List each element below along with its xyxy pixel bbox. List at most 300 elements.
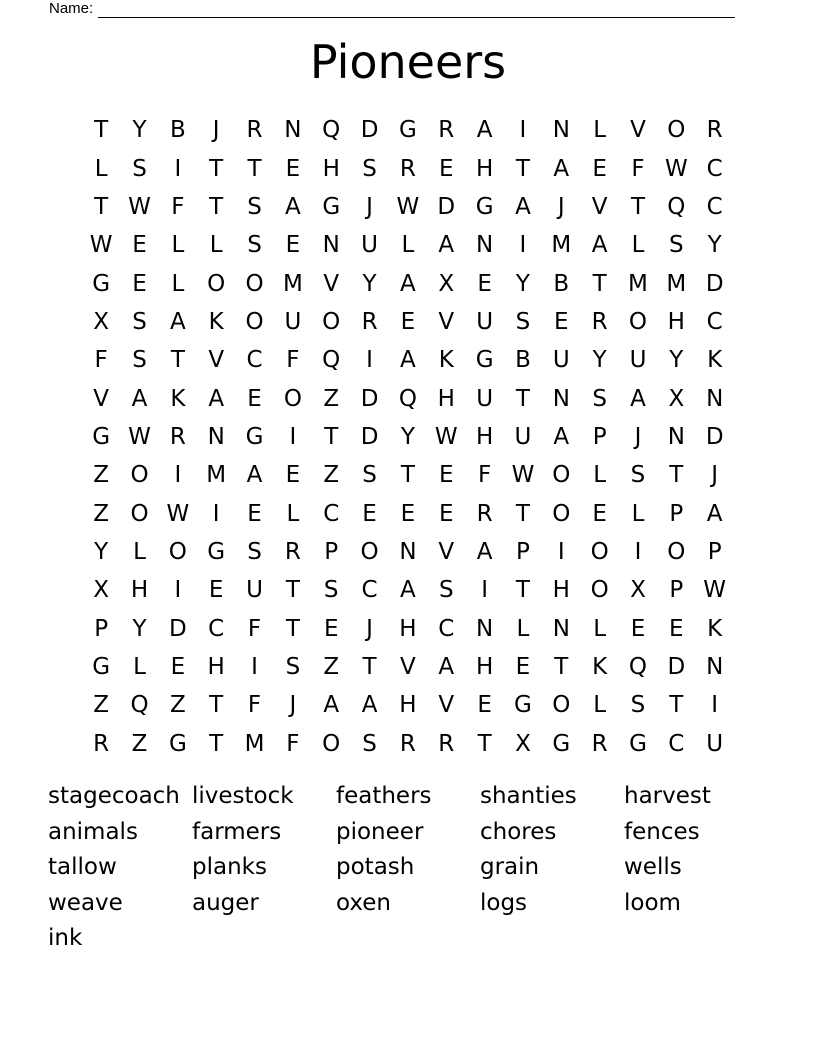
grid-cell: Q	[628, 653, 648, 680]
grid-cell: C	[706, 155, 723, 182]
grid-cell: W	[89, 232, 113, 259]
grid-cell: I	[174, 577, 182, 604]
grid-cell: T	[94, 193, 109, 220]
grid-cell: O	[628, 308, 648, 335]
word-list-item: stagecoach	[48, 783, 180, 809]
grid-cell: N	[552, 615, 570, 642]
grid-cell: S	[362, 730, 377, 757]
grid-cell: R	[284, 538, 301, 565]
word-list-item: livestock	[192, 783, 294, 809]
grid-cell: Z	[93, 462, 110, 489]
grid-cell: L	[516, 615, 530, 642]
grid-cell: W	[434, 423, 458, 450]
grid-cell: O	[667, 117, 686, 144]
grid-cell: K	[438, 347, 454, 374]
grid-cell: K	[707, 615, 723, 642]
grid-cell: A	[553, 155, 570, 182]
grid-cell: S	[247, 538, 262, 565]
grid-cell: T	[592, 270, 607, 297]
grid-cell: L	[593, 692, 607, 719]
grid-cell: S	[247, 232, 262, 259]
grid-cell: Q	[398, 385, 417, 412]
grid-cell: R	[93, 730, 110, 757]
grid-cell: D	[705, 270, 724, 297]
grid-cell: O	[552, 462, 571, 489]
grid-cell: T	[247, 155, 262, 182]
grid-cell: O	[322, 730, 341, 757]
grid-cell: V	[591, 193, 608, 220]
grid-cell: X	[668, 385, 685, 412]
grid-cell: A	[169, 308, 186, 335]
grid-cell: Z	[93, 500, 110, 527]
grid-cell: Z	[169, 692, 186, 719]
grid-cell: E	[362, 500, 377, 527]
grid-cell: X	[630, 577, 646, 604]
grid-cell: T	[515, 500, 530, 527]
grid-cell: L	[631, 232, 645, 259]
grid-cell: L	[133, 538, 146, 565]
grid-cell: A	[400, 577, 416, 604]
grid-cell: D	[360, 423, 379, 450]
grid-cell: C	[208, 615, 225, 642]
grid-cell: Q	[322, 117, 341, 144]
grid-cell: E	[132, 270, 147, 297]
grid-cell: A	[591, 232, 608, 259]
grid-cell: S	[323, 577, 339, 604]
grid-cell: W	[128, 423, 151, 450]
word-list-item: pioneer	[336, 818, 424, 845]
grid-cell: I	[251, 653, 258, 680]
name-label: Name:	[49, 0, 94, 17]
grid-cell: D	[169, 615, 187, 642]
grid-cell: W	[396, 193, 420, 220]
grid-cell: I	[634, 538, 642, 565]
grid-cell: U	[246, 577, 263, 604]
grid-cell: S	[669, 232, 684, 259]
grid-cell: F	[171, 193, 185, 220]
grid-cell: W	[128, 193, 151, 220]
grid-cell: U	[476, 385, 494, 412]
grid-cell: T	[515, 385, 530, 412]
grid-cell: Y	[515, 270, 530, 297]
grid-cell: H	[667, 308, 685, 335]
grid-cell: S	[132, 308, 147, 335]
grid-cell: X	[515, 730, 531, 757]
grid-cell: W	[166, 500, 190, 527]
word-list-item: shanties	[480, 783, 577, 809]
grid-cell: H	[322, 155, 340, 182]
grid-cell: E	[208, 577, 224, 604]
grid-cell: H	[437, 385, 455, 412]
grid-cell: V	[438, 308, 455, 335]
grid-cell: E	[400, 500, 416, 527]
grid-cell: U	[284, 308, 302, 335]
grid-cell: B	[553, 270, 570, 297]
grid-cell: J	[212, 117, 220, 144]
grid-cell: O	[207, 270, 226, 297]
grid-cell: C	[668, 730, 685, 757]
grid-cell: T	[209, 730, 224, 757]
grid-cell: H	[399, 615, 417, 642]
grid-cell: V	[208, 347, 225, 374]
word-list-item: chores	[480, 818, 557, 845]
grid-cell: A	[476, 117, 493, 144]
grid-cell: M	[282, 270, 303, 297]
grid-cell: Y	[132, 117, 147, 144]
grid-cell: A	[438, 653, 455, 680]
grid-cell: G	[629, 730, 647, 757]
grid-cell: G	[475, 193, 494, 220]
grid-cell: D	[667, 653, 686, 680]
grid-cell: P	[592, 423, 607, 450]
word-list	[48, 779, 768, 957]
grid-cell: M	[206, 462, 227, 489]
grid-cell: E	[554, 308, 569, 335]
grid-cell: V	[438, 692, 455, 719]
grid-cell: O	[590, 538, 609, 565]
grid-cell: P	[324, 538, 339, 565]
grid-cell: D	[437, 193, 456, 220]
grid-cell: L	[401, 232, 415, 259]
grid-cell: C	[246, 347, 263, 374]
grid-cell: N	[552, 117, 570, 144]
grid-cell: H	[475, 653, 494, 680]
grid-cell: A	[438, 232, 455, 259]
grid-cell: P	[516, 538, 530, 565]
grid-cell: B	[515, 347, 531, 374]
grid-cell: X	[93, 308, 110, 335]
grid-cell: R	[246, 117, 263, 144]
grid-cell: O	[245, 270, 264, 297]
grid-cell: Y	[400, 423, 415, 450]
grid-cell: Q	[322, 347, 341, 374]
grid-cell: G	[168, 730, 187, 757]
grid-cell: N	[322, 232, 340, 259]
grid-cell: S	[630, 462, 646, 489]
grid-cell: T	[324, 423, 339, 450]
grid-cell: E	[285, 462, 301, 489]
word-list-item: logs	[480, 889, 528, 916]
grid-cell: E	[438, 462, 454, 489]
grid-cell: Y	[592, 347, 607, 374]
grid-cell: E	[170, 653, 186, 680]
grid-cell: N	[476, 232, 494, 259]
grid-cell: K	[170, 385, 186, 412]
grid-cell: E	[132, 232, 147, 259]
grid-cell: J	[289, 692, 297, 719]
grid-cell: K	[592, 653, 608, 680]
grid-cell: T	[209, 193, 224, 220]
grid-cell: Y	[707, 232, 722, 259]
grid-cell: E	[323, 615, 339, 642]
grid-cell: I	[481, 577, 488, 604]
grid-cell: F	[247, 692, 262, 719]
grid-cell: K	[707, 347, 723, 374]
grid-cell: Y	[362, 270, 377, 297]
grid-cell: N	[284, 117, 302, 144]
grid-cell: A	[361, 692, 378, 719]
grid-cell: H	[475, 155, 494, 182]
grid-cell: H	[552, 577, 570, 604]
grid-cell: N	[706, 385, 724, 412]
grid-cell: C	[706, 308, 723, 335]
grid-cell: W	[664, 155, 688, 182]
grid-cell: R	[476, 500, 493, 527]
word-list-item: wells	[624, 854, 682, 880]
grid-cell: R	[438, 117, 455, 144]
grid-cell: P	[94, 615, 109, 642]
grid-cell: Z	[323, 462, 340, 489]
grid-cell: X	[93, 577, 110, 604]
word-list-item: oxen	[336, 889, 391, 916]
grid-cell: R	[169, 423, 186, 450]
grid-cell: L	[94, 155, 108, 182]
grid-cell: L	[171, 232, 185, 259]
grid-cell: C	[323, 500, 340, 527]
grid-cell: U	[361, 232, 378, 259]
word-list-item: loom	[624, 889, 681, 916]
grid-cell: H	[475, 423, 494, 450]
grid-cell: W	[703, 577, 727, 604]
grid-cell: U	[514, 423, 532, 450]
grid-cell: F	[631, 155, 645, 182]
grid-cell: T	[630, 193, 646, 220]
grid-cell: L	[593, 615, 607, 642]
grid-cell: A	[515, 193, 531, 220]
grid-cell: P	[669, 577, 684, 604]
grid-cell: C	[438, 615, 455, 642]
grid-cell: E	[247, 500, 262, 527]
grid-cell: J	[634, 423, 642, 450]
grid-cell: A	[400, 347, 416, 374]
grid-cell: T	[400, 462, 415, 489]
grid-cell: E	[247, 385, 262, 412]
grid-cell: F	[247, 615, 262, 642]
grid-cell: S	[438, 577, 454, 604]
puzzle-title: Pioneers	[309, 35, 507, 89]
grid-cell: A	[706, 500, 723, 527]
grid-cell: I	[212, 500, 220, 527]
grid-cell: N	[399, 538, 417, 565]
grid-cell: S	[132, 155, 147, 182]
grid-cell: U	[706, 730, 724, 757]
grid-cell: S	[132, 347, 147, 374]
grid-cell: Q	[667, 193, 686, 220]
grid-cell: T	[554, 653, 569, 680]
grid-cell: I	[174, 462, 182, 489]
grid-cell: Z	[323, 653, 340, 680]
grid-cell: L	[133, 653, 146, 680]
grid-cell: A	[323, 692, 340, 719]
grid-cell: O	[245, 308, 264, 335]
grid-cell: S	[247, 193, 262, 220]
grid-cell: G	[92, 270, 111, 297]
grid-cell: F	[477, 462, 492, 489]
grid-cell: S	[515, 308, 531, 335]
grid-cell: R	[361, 308, 378, 335]
grid-cell: L	[631, 500, 645, 527]
grid-cell: P	[669, 500, 684, 527]
grid-cell: G	[514, 692, 532, 719]
grid-cell: F	[286, 347, 300, 374]
grid-cell: G	[245, 423, 264, 450]
word-list-item: feathers	[336, 783, 432, 809]
grid-cell: U	[476, 308, 494, 335]
grid-cell: O	[168, 538, 187, 565]
grid-cell: M	[244, 730, 265, 757]
grid-cell: O	[130, 462, 149, 489]
grid-cell: T	[362, 653, 377, 680]
grid-cell: B	[169, 117, 186, 144]
grid-cell: G	[207, 538, 226, 565]
name-blank-line	[98, 2, 735, 18]
grid-cell: E	[592, 155, 607, 182]
grid-cell: T	[285, 577, 300, 604]
grid-cell: V	[323, 270, 340, 297]
grid-cell: O	[590, 577, 609, 604]
grid-cell: Z	[323, 385, 340, 412]
grid-cell: C	[706, 193, 723, 220]
grid-cell: E	[477, 692, 492, 719]
grid-cell: N	[552, 385, 570, 412]
grid-cell: A	[208, 385, 225, 412]
grid-cell: O	[322, 308, 341, 335]
grid-cell: O	[667, 538, 686, 565]
grid-cell: E	[592, 500, 607, 527]
grid-cell: M	[628, 270, 648, 297]
grid-cell: V	[438, 538, 455, 565]
grid-cell: C	[361, 577, 378, 604]
grid-cell: A	[476, 538, 493, 565]
grid-cell: H	[130, 577, 149, 604]
grid-cell: T	[477, 730, 492, 757]
name-field	[49, 0, 735, 18]
grid-cell: I	[711, 692, 719, 719]
grid-cell: S	[362, 462, 377, 489]
grid-cell: L	[593, 117, 607, 144]
grid-cell: E	[477, 270, 492, 297]
grid-cell: G	[92, 653, 111, 680]
grid-cell: M	[551, 232, 572, 259]
grid-cell: D	[705, 423, 724, 450]
word-list-item: fences	[624, 818, 700, 845]
grid-cell: E	[515, 653, 531, 680]
grid-cell: E	[285, 232, 301, 259]
grid-cell: W	[511, 462, 535, 489]
grid-cell: J	[711, 462, 719, 489]
grid-cell: I	[519, 232, 527, 259]
word-list-item: animals	[48, 818, 138, 845]
grid-cell: Q	[130, 692, 149, 719]
grid-cell: T	[515, 577, 530, 604]
grid-cell: Z	[131, 730, 148, 757]
grid-cell: A	[246, 462, 263, 489]
grid-cell: L	[286, 500, 300, 527]
grid-cell: I	[174, 155, 182, 182]
grid-cell: N	[706, 653, 724, 680]
grid-cell: E	[630, 615, 646, 642]
grid-cell: G	[552, 730, 571, 757]
grid-cell: N	[207, 423, 225, 450]
grid-cell: O	[552, 692, 571, 719]
word-list-item: farmers	[192, 818, 282, 845]
grid-cell: O	[552, 500, 571, 527]
grid-cell: T	[515, 155, 530, 182]
grid-cell: O	[360, 538, 379, 565]
grid-cell: V	[630, 117, 646, 144]
grid-cell: V	[400, 653, 416, 680]
grid-cell: F	[286, 730, 300, 757]
grid-cell: I	[519, 117, 527, 144]
grid-cell: R	[591, 308, 608, 335]
grid-cell: A	[630, 385, 646, 412]
grid-cell: H	[207, 653, 225, 680]
grid-cell: G	[322, 193, 341, 220]
grid-cell: O	[283, 385, 302, 412]
grid-cell: Y	[669, 347, 684, 374]
grid-cell: E	[400, 308, 416, 335]
grid-cell: R	[591, 730, 608, 757]
grid-cell: T	[209, 692, 224, 719]
grid-cell: X	[438, 270, 455, 297]
grid-cell: L	[593, 462, 607, 489]
grid-cell: G	[92, 423, 111, 450]
grid-cell: E	[285, 155, 301, 182]
word-list-item: grain	[480, 854, 540, 880]
grid-cell: T	[285, 615, 300, 642]
grid-cell: T	[94, 117, 109, 144]
word-list-item: auger	[192, 889, 259, 916]
grid-cell: L	[171, 270, 185, 297]
grid-cell: R	[399, 155, 416, 182]
grid-cell: S	[592, 385, 607, 412]
grid-cell: L	[209, 232, 223, 259]
word-list-item: ink	[48, 925, 83, 951]
grid-cell: S	[285, 653, 301, 680]
grid-cell: I	[289, 423, 297, 450]
grid-cell: G	[399, 117, 417, 144]
word-list-item: harvest	[624, 783, 711, 809]
word-list-item: tallow	[48, 854, 117, 880]
grid-cell: A	[131, 385, 148, 412]
grid-cell: U	[629, 347, 647, 374]
grid-cell: E	[669, 615, 684, 642]
grid-cell: V	[93, 385, 110, 412]
grid-cell: A	[553, 423, 570, 450]
grid-cell: I	[557, 538, 565, 565]
grid-cell: M	[666, 270, 687, 297]
word-list-item: weave	[48, 889, 123, 916]
grid-cell: Y	[94, 538, 109, 565]
grid-cell: A	[285, 193, 301, 220]
grid-cell: T	[170, 347, 185, 374]
grid-cell: P	[707, 538, 722, 565]
grid-cell: J	[557, 193, 565, 220]
grid-cell: E	[438, 155, 454, 182]
word-list-item: planks	[192, 854, 267, 880]
grid-cell: N	[667, 423, 685, 450]
grid-cell: R	[399, 730, 416, 757]
grid-cell: R	[706, 117, 723, 144]
grid-cell: K	[208, 308, 224, 335]
grid-cell: U	[552, 347, 570, 374]
word-list-item: potash	[336, 854, 415, 880]
grid-cell: I	[366, 347, 373, 374]
grid-cell: D	[360, 117, 379, 144]
grid-cell: T	[669, 462, 684, 489]
grid-cell: Y	[132, 615, 147, 642]
grid-cell: J	[366, 193, 373, 220]
